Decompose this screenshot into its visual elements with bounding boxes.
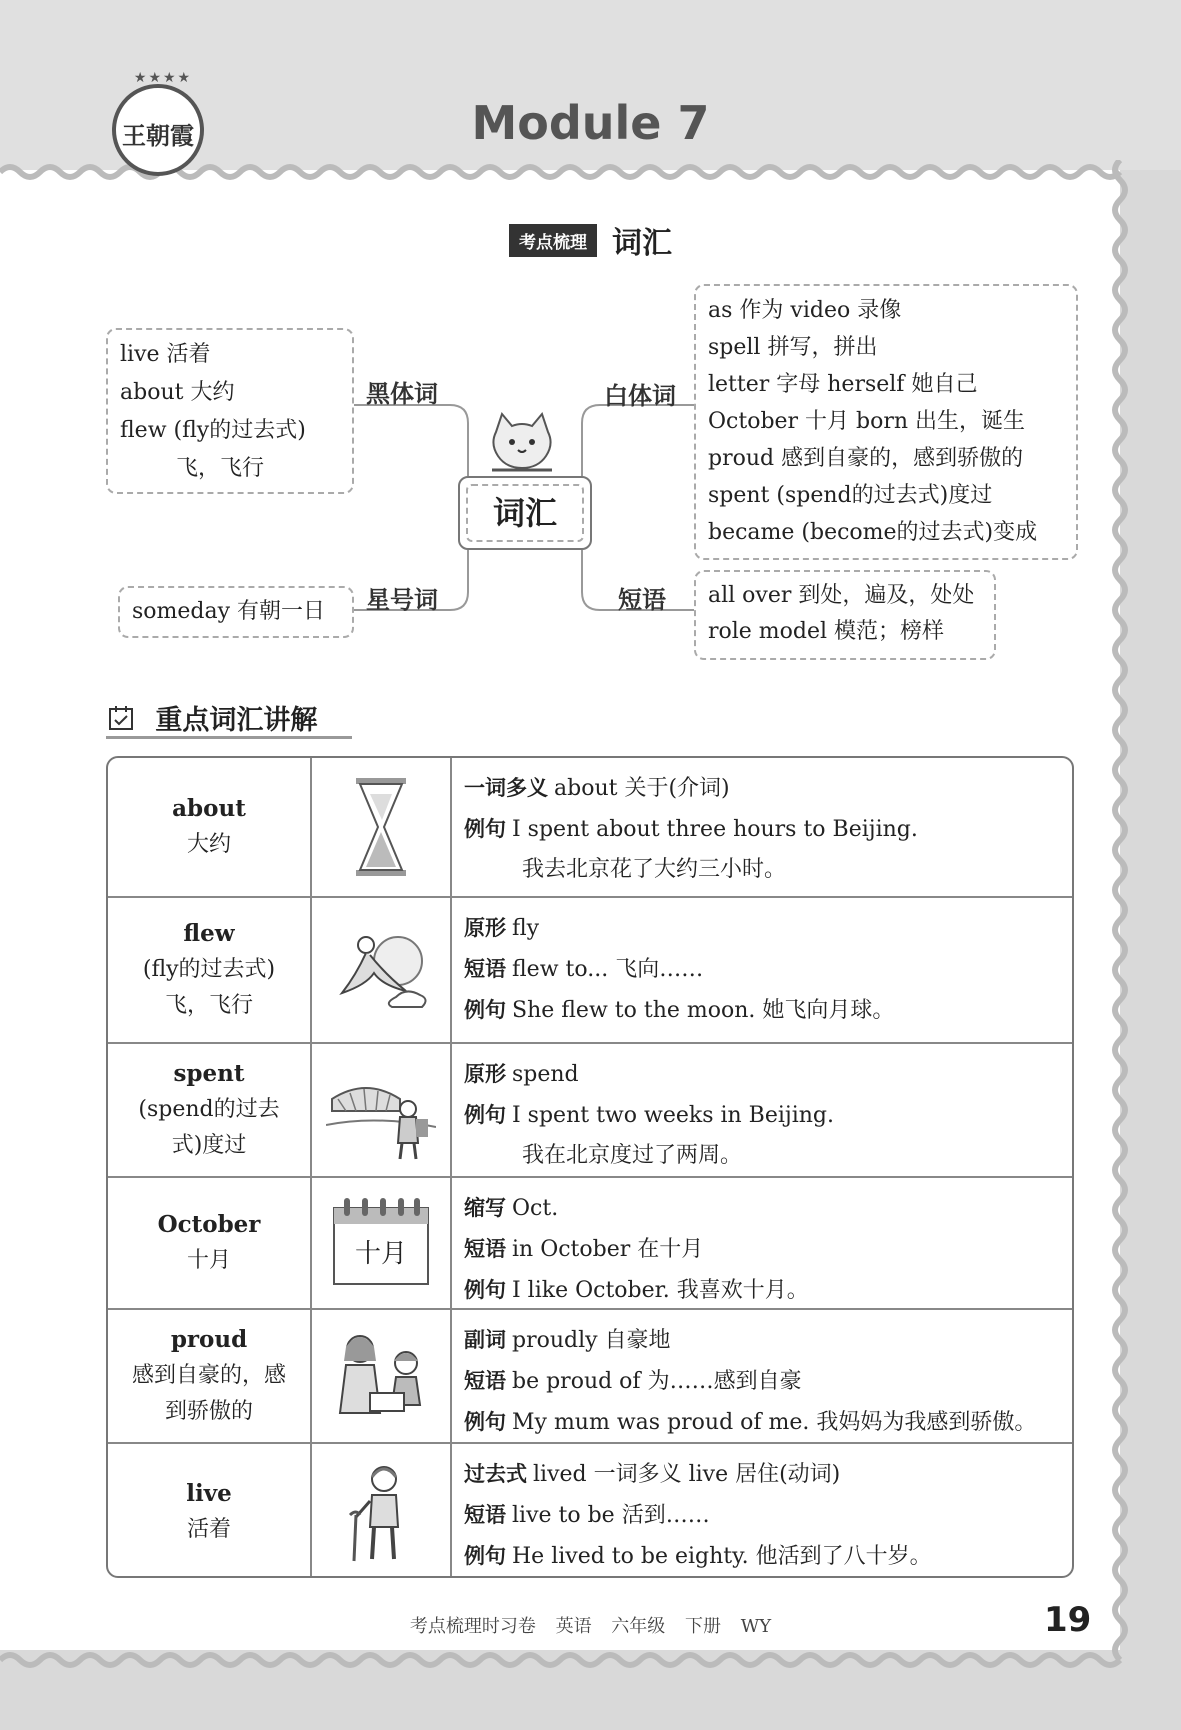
line-text: She flew to the moon. 她飞向月球。 xyxy=(512,998,895,1023)
star-words-box xyxy=(118,586,354,638)
explanation-cell xyxy=(452,1444,1072,1578)
section-tag: 考点梳理 xyxy=(509,224,597,257)
line-text: lived 一词多义 live 居住(动词) xyxy=(533,1462,841,1487)
word-meaning: (spend的过去 xyxy=(138,1097,280,1122)
flying-fairy-moon-icon xyxy=(326,915,436,1025)
star-words-label: 星号词 xyxy=(366,586,438,614)
line-text: proudly 自豪地 xyxy=(512,1328,671,1353)
explanation-line xyxy=(464,1270,1060,1311)
explanation-line xyxy=(464,949,1060,990)
footer-text: 考点梳理时习卷 英语 六年级 下册 WY xyxy=(409,1616,772,1637)
word-cell xyxy=(108,758,312,896)
line-text: Oct. xyxy=(512,1196,559,1221)
line-text: He lived to be eighty. 他活到了八十岁。 xyxy=(512,1544,932,1569)
line-keyword: 例句 xyxy=(464,1410,506,1434)
picture-cell xyxy=(312,1044,452,1176)
bold-word-item: live 活着 xyxy=(120,342,211,367)
picture-cell xyxy=(312,758,452,896)
picture-cell xyxy=(312,898,452,1042)
line-keyword: 短语 xyxy=(464,957,506,981)
line-keyword: 例句 xyxy=(464,1278,506,1302)
word-cell xyxy=(108,1310,312,1442)
line-text: I spent two weeks in Beijing. xyxy=(512,1103,834,1128)
bold-word-item: flew (fly的过去式) xyxy=(120,418,306,443)
plain-word-item: became (become的过去式)变成 xyxy=(708,520,1038,545)
word-meaning: 感到自豪的，感 xyxy=(131,1363,286,1388)
line-text: I like October. 我喜欢十月。 xyxy=(512,1278,809,1303)
checklist-icon xyxy=(108,705,134,731)
line-text: My mum was proud of me. 我妈妈为我感到骄傲。 xyxy=(512,1410,1037,1435)
bold-words-box xyxy=(106,328,354,494)
logo-stars: ★★★★ xyxy=(133,70,193,86)
word-meaning: 式)度过 xyxy=(171,1133,247,1158)
plain-word-item: proud 感到自豪的，感到骄傲的 xyxy=(708,446,1024,471)
word-cell xyxy=(108,1044,312,1176)
explanation-line xyxy=(464,1454,1060,1495)
plain-word-item: spent (spend的过去式)度过 xyxy=(708,483,993,508)
explanation-line xyxy=(464,1495,1060,1536)
line-keyword: 短语 xyxy=(464,1503,506,1527)
word-meaning: 十月 xyxy=(186,1248,231,1273)
page-number: 19 xyxy=(1044,1600,1092,1640)
line-keyword: 副词 xyxy=(464,1328,506,1352)
word-meaning: 飞，飞行 xyxy=(164,993,253,1018)
key-vocab-heading xyxy=(108,698,317,738)
headword: spent xyxy=(173,1060,245,1087)
logo-text: 王朝霞 xyxy=(122,121,194,150)
phrases-label: 短语 xyxy=(618,586,666,614)
section-header xyxy=(0,218,1181,262)
center-node-label: 词汇 xyxy=(466,484,584,542)
line-keyword: 原形 xyxy=(464,1062,506,1086)
explanation-cell xyxy=(452,898,1072,1042)
calendar-october-icon xyxy=(326,1188,436,1298)
word-meaning: (fly的过去式) xyxy=(142,957,276,982)
line-text: 我在北京度过了两周。 xyxy=(522,1143,743,1168)
line-text: fly xyxy=(512,916,540,941)
plain-word-item: October 十月 born 出生，诞生 xyxy=(708,409,1026,434)
line-keyword: 过去式 xyxy=(464,1462,527,1486)
key-vocab-table xyxy=(106,756,1074,1578)
headword: live xyxy=(186,1480,232,1507)
word-meaning: 活着 xyxy=(186,1517,231,1542)
line-keyword: 例句 xyxy=(464,1103,506,1127)
line-keyword: 例句 xyxy=(464,1544,506,1568)
headword: October xyxy=(157,1211,261,1238)
explanation-line xyxy=(464,1188,1060,1229)
explanation-line xyxy=(464,1136,1060,1176)
cat-icon xyxy=(482,410,562,478)
line-keyword: 缩写 xyxy=(464,1196,506,1220)
table-row xyxy=(108,1308,1072,1442)
table-row xyxy=(108,1442,1072,1578)
table-row xyxy=(108,758,1072,896)
vocab-mindmap xyxy=(0,280,1181,670)
explanation-line xyxy=(464,1054,1060,1095)
line-text: 我去北京花了大约三小时。 xyxy=(522,857,787,882)
table-row xyxy=(108,1176,1072,1308)
explanation-line xyxy=(464,1229,1060,1270)
explanation-line xyxy=(464,850,1060,890)
explanation-cell xyxy=(452,1044,1072,1176)
line-text: live to be 活到…… xyxy=(512,1503,710,1528)
line-text: flew to... 飞向…… xyxy=(512,957,704,982)
old-man-cane-icon xyxy=(326,1457,436,1567)
bold-words-label: 黑体词 xyxy=(366,380,438,408)
explanation-line xyxy=(464,768,1060,809)
key-vocab-title: 重点词汇讲解 xyxy=(155,705,318,736)
bold-word-item: about 大约 xyxy=(120,380,235,405)
table-row xyxy=(108,896,1072,1042)
plain-word-item: letter 字母 herself 她自己 xyxy=(708,372,978,397)
word-meaning: 到骄傲的 xyxy=(164,1399,253,1424)
picture-cell xyxy=(312,1310,452,1442)
center-node xyxy=(458,476,592,550)
phrases-box xyxy=(694,570,996,660)
explanation-cell xyxy=(452,758,1072,896)
line-text: about 关于(介词) xyxy=(554,776,730,801)
line-text: spend xyxy=(512,1062,579,1087)
headword: proud xyxy=(170,1326,248,1353)
phrase-item: role model 模范；榜样 xyxy=(708,619,945,644)
picture-cell xyxy=(312,1444,452,1578)
explanation-line xyxy=(464,1320,1060,1361)
word-meaning: 大约 xyxy=(186,832,231,857)
explanation-cell xyxy=(452,1178,1072,1308)
explanation-line xyxy=(464,809,1060,850)
explanation-line xyxy=(464,908,1060,949)
picture-cell xyxy=(312,1178,452,1308)
plain-words-box xyxy=(694,284,1078,560)
explanation-line xyxy=(464,1536,1060,1577)
word-cell xyxy=(108,1178,312,1308)
line-keyword: 例句 xyxy=(464,817,506,841)
explanation-cell xyxy=(452,1310,1072,1442)
hourglass-icon xyxy=(326,772,436,882)
module-title: Module 7 xyxy=(471,96,710,150)
mother-daughter-icon xyxy=(326,1321,436,1431)
plain-words-label: 白体词 xyxy=(604,382,676,410)
explanation-line xyxy=(464,1402,1060,1443)
line-keyword: 短语 xyxy=(464,1237,506,1261)
bold-word-item: 飞，飞行 xyxy=(176,456,265,481)
explanation-line xyxy=(464,1095,1060,1136)
phrase-item: all over 到处，遍及，处处 xyxy=(708,583,975,608)
plain-word-item: as 作为 video 录像 xyxy=(708,298,902,323)
word-cell xyxy=(108,1444,312,1578)
line-text: I spent about three hours to Beijing. xyxy=(512,817,918,842)
line-text: be proud of 为……感到自豪 xyxy=(512,1369,802,1394)
line-keyword: 原形 xyxy=(464,916,506,940)
explanation-line xyxy=(464,990,1060,1031)
line-keyword: 短语 xyxy=(464,1369,506,1393)
line-text: in October 在十月 xyxy=(512,1237,704,1262)
headword: about xyxy=(172,795,246,822)
section-title: 词汇 xyxy=(612,226,673,261)
headword: flew xyxy=(183,920,235,947)
traveler-stadium-icon xyxy=(326,1055,436,1165)
plain-word-item: spell 拼写，拼出 xyxy=(708,335,878,360)
word-cell xyxy=(108,898,312,1042)
heading-underline xyxy=(106,736,352,739)
line-keyword: 一词多义 xyxy=(464,776,548,800)
table-row xyxy=(108,1042,1072,1176)
line-keyword: 例句 xyxy=(464,998,506,1022)
wavy-border-bottom xyxy=(0,1648,1181,1672)
explanation-line xyxy=(464,1361,1060,1402)
calendar-month-text: 十月 xyxy=(354,1239,408,1269)
star-word-item: someday 有朝一日 xyxy=(132,599,326,624)
